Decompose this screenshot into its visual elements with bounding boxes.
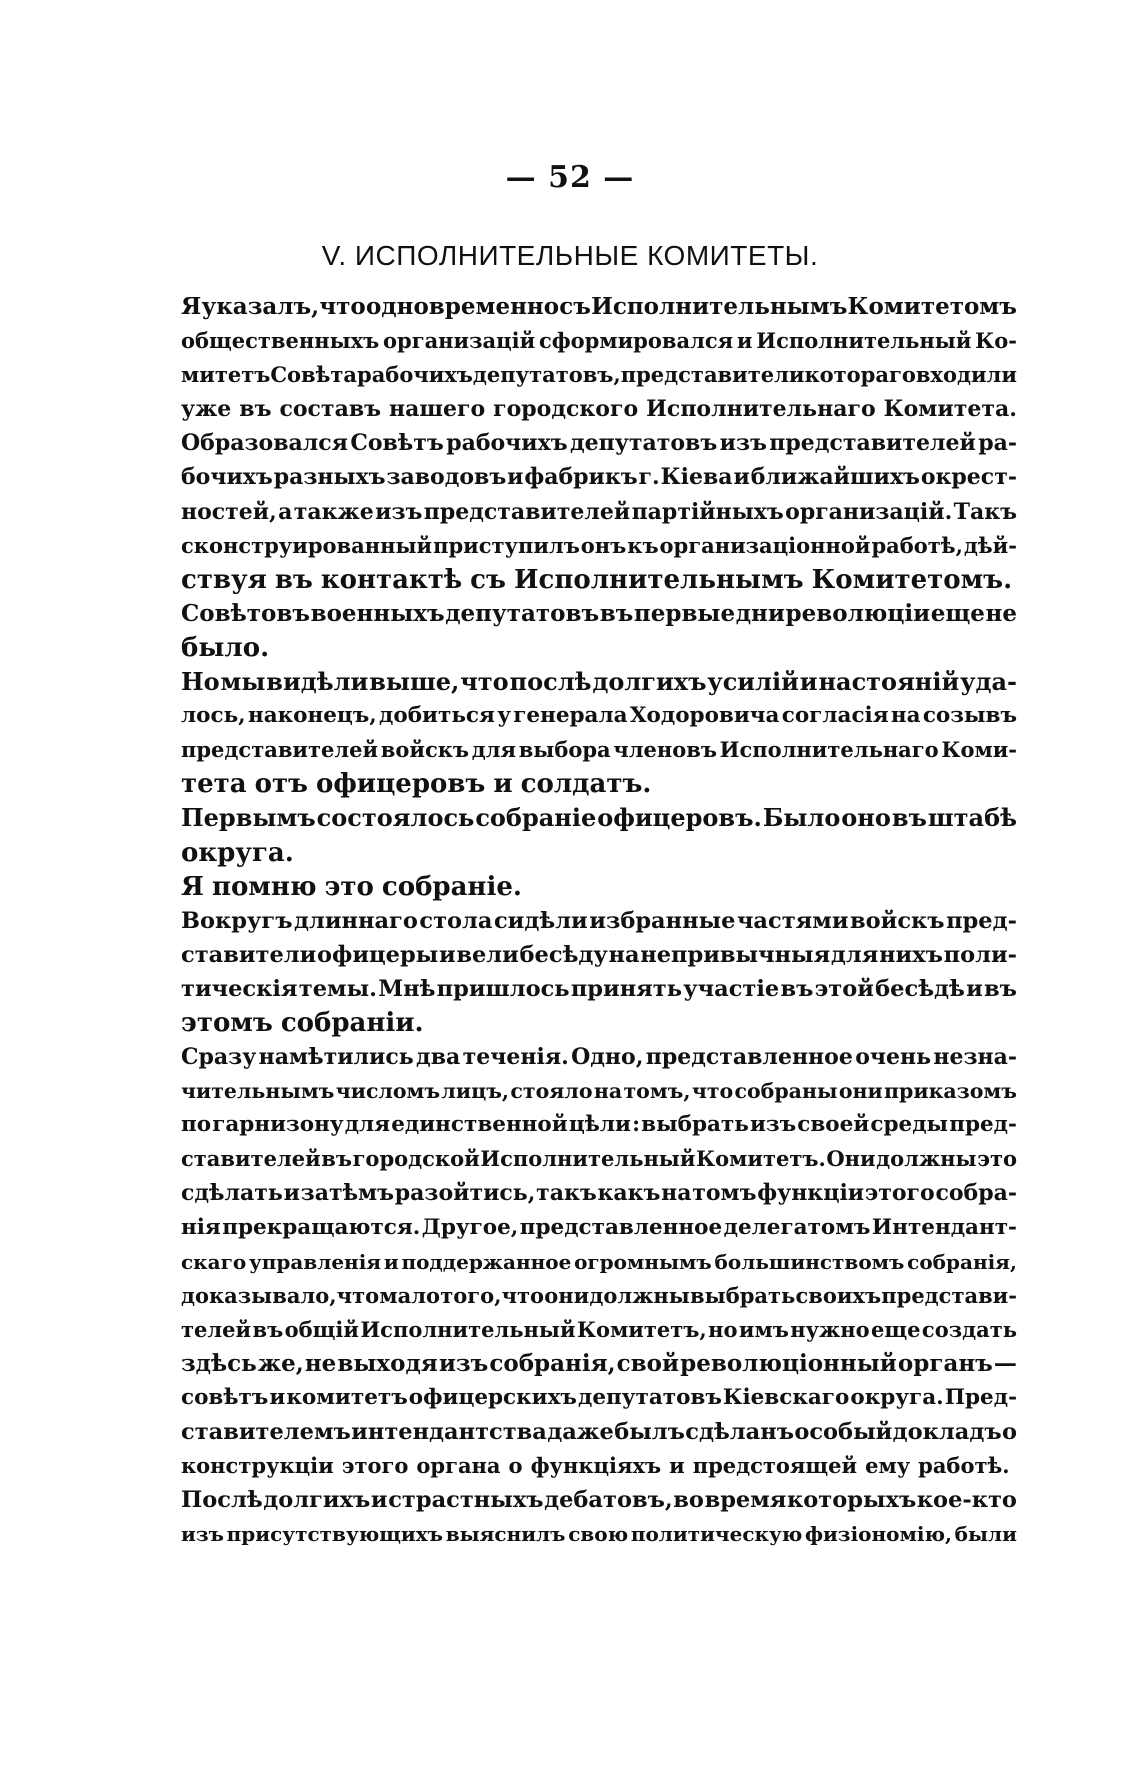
text-line: доказывало, что мало того, что они должны выбрать своихъ представи-: [181, 1282, 1017, 1308]
text-line: ставителей въ городской Исполнительный Комитетъ. Они должны это: [181, 1146, 1017, 1172]
text-line: этомъ собраніи.: [181, 1007, 424, 1038]
text-line: ностей, а также изъ представителей партійныхъ организацій. Такъ: [181, 498, 1017, 525]
chapter-title: V. ИСПОЛНИТЕЛЬНЫЕ КОМИТЕТЫ.: [321, 240, 819, 271]
text-line: Первымъ состоялось собраніе офицеровъ. Было оно въ штабѣ: [181, 803, 1017, 833]
text-line: Сразу намѣтились два теченія. Одно, представленное очень незна-: [181, 1044, 1017, 1071]
text-line: чительнымъ числомъ лицъ, стояло на томъ, что собраны они приказомъ: [181, 1079, 1017, 1104]
text-line: Но мы видѣли выше, что послѣ долгихъ усилій и настояній уда-: [181, 667, 1017, 697]
text-line: округа.: [181, 837, 294, 868]
text-line: было.: [181, 632, 270, 663]
text-line: нія прекращаются. Другое, представленное делегатомъ Интендант-: [181, 1214, 1017, 1240]
text-line: ставителемъ интендантства даже былъ сдѣланъ особый докладъ о: [181, 1419, 1017, 1446]
text-line: тета отъ офицеровъ и солдатъ.: [181, 769, 652, 800]
text-line: общественныхъ организацій сформировался и Исполнительный Ко-: [181, 328, 1017, 354]
text-line: телей въ общій Исполнительный Комитетъ, но имъ нужно еще создать: [181, 1316, 1017, 1342]
text-line: ставители офицеры и вели бесѣду на непривычныя для нихъ поли-: [181, 941, 1017, 968]
text-line: лось, наконецъ, добиться у генерала Ходоровича согласія на созывъ: [181, 703, 1017, 729]
text-line: уже въ составъ нашего городского Исполнительнаго Комитета.: [181, 396, 1017, 423]
text-line: бочихъ разныхъ заводовъ и фабрикъ г. Кіева и ближайшихъ окрест-: [181, 464, 1017, 491]
text-line: Послѣ долгихъ и страстныхъ дебатовъ, во время которыхъ кое-кто: [181, 1487, 1017, 1514]
text-line: скаго управленія и поддержанное огромнымъ большинствомъ собранія,: [181, 1249, 1017, 1274]
text-line: Совѣтовъ военныхъ депутатовъ въ первые дни революціи еще не: [181, 599, 1017, 627]
body-text: [181, 290, 1017, 1551]
text-line: Образовался Совѣтъ рабочихъ депутатовъ изъ представителей ра-: [181, 430, 1017, 457]
text-line: сконструированный приступилъ онъ къ организаціонной работѣ, дѣй-: [181, 532, 1017, 558]
text-line: Вокругъ длиннаго стола сидѣли избранные частями войскъ пред-: [181, 907, 1017, 934]
text-line: митетъ Совѣта рабочихъ депутатовъ, представители котораго входили: [181, 362, 1017, 388]
text-line: представителей войскъ для выбора членовъ Исполнительнаго Коми-: [181, 737, 1017, 763]
text-line: изъ присутствующихъ выяснилъ свою политическую физіономію, были: [181, 1522, 1017, 1547]
page-number: — 52 —: [505, 160, 635, 195]
text-line: Я помню это собраніе.: [181, 871, 522, 902]
text-line: совѣтъ и комитетъ офицерскихъ депутатовъ Кіевскаго округа. Пред-: [181, 1385, 1017, 1410]
text-line: тическія темы. Мнѣ пришлось принять участіе въ этой бесѣдѣ и въ: [181, 975, 1017, 1002]
text-line: Я указалъ, что одновременно съ Исполнительнымъ Комитетомъ: [181, 293, 1017, 320]
text-line: по гарнизону для единственной цѣли : выбрать изъ своей среды пред-: [181, 1112, 1017, 1138]
text-line: конструкціи этого органа о функціяхъ и предстоящей ему работѣ.: [181, 1453, 1010, 1479]
text-line: сдѣлать и затѣмъ разойтись, такъ какъ на томъ функціи этого собра-: [181, 1180, 1017, 1207]
text-line: ствуя въ контактѣ съ Исполнительнымъ Комитетомъ.: [181, 564, 1013, 595]
text-line: здѣсь же, не выходя изъ собранія, свой революціонный органъ —: [181, 1349, 1017, 1377]
